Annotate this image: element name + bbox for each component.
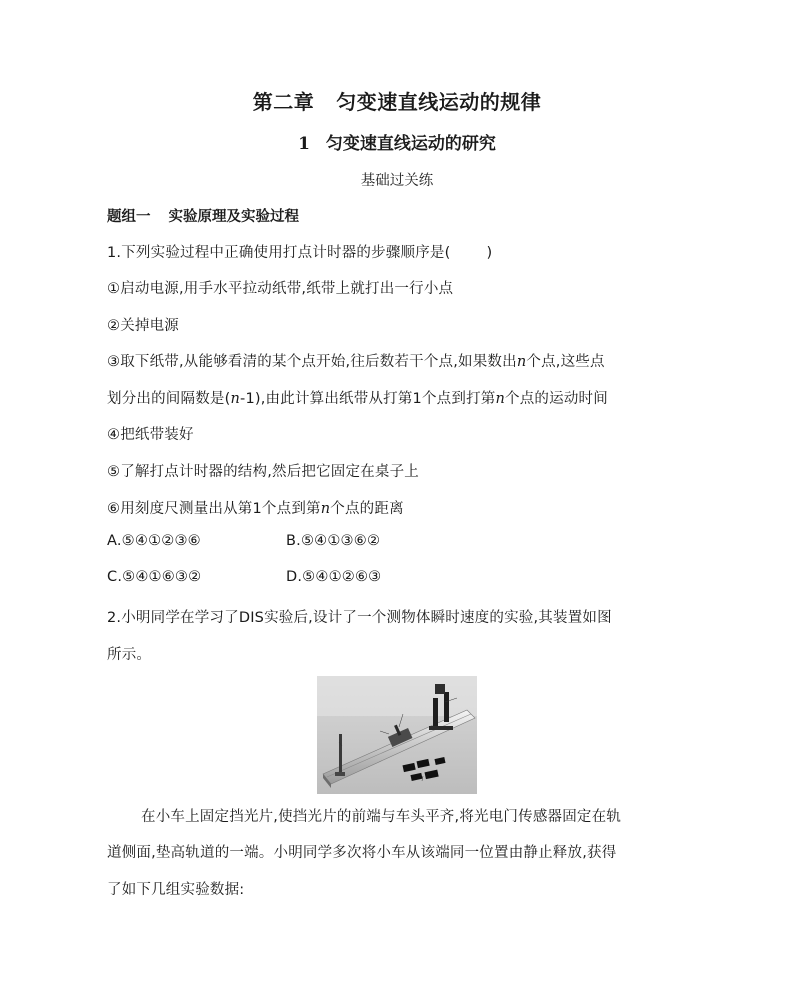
section-heading (0, 129, 794, 154)
group-heading (107, 205, 299, 226)
q1-step5: ⑤了解打点计时器的结构,然后把它固定在桌子上 (107, 464, 420, 480)
q2-paragraph-line2: 道侧面,垫高轨道的一端。小明同学多次将小车从该端同一位置由静止释放,获得 (107, 845, 617, 861)
q2-stem-line2: 所示。 (107, 647, 152, 663)
q1-step6-text-b: 个点的距离 (330, 501, 404, 517)
q1-step3c-text-b: -1),由此计算出纸带从打第1个点到打第 (240, 391, 496, 407)
q1-step3c-text-a: 划分出的间隔数是( (107, 391, 231, 407)
q1-step2: ②关掉电源 (107, 318, 179, 334)
drill-title: 基础过关练 (360, 173, 434, 189)
q1-option-d: D.⑤④①②⑥③ (286, 569, 382, 585)
variable-n: n (230, 391, 241, 407)
variable-n: n (516, 354, 527, 370)
q1-step6 (107, 497, 404, 518)
q2-paragraph-line1: 在小车上固定挡光片,使挡光片的前端与车头平齐,将光电门传感器固定在轨 (141, 809, 622, 825)
q2-paragraph-line3: 了如下几组实验数据: (107, 882, 245, 898)
chapter-heading (0, 86, 794, 115)
q1-option-b: B.⑤④①③⑥② (286, 533, 381, 549)
q1-option-a: A.⑤④①②③⑥ (107, 533, 201, 549)
section-number: 1 (298, 134, 310, 154)
q1-step4: ④把纸带装好 (107, 427, 194, 443)
q1-option-c: C.⑤④①⑥③② (107, 569, 202, 585)
section-title: 匀变速直线运动的研究 (325, 134, 496, 154)
chapter-number: 第二章 (252, 90, 315, 114)
q1-step3-text-b: 个点,这些点 (526, 354, 605, 370)
q1-step6-text-a: ⑥用刻度尺测量出从第1个点到第 (107, 501, 321, 517)
q1-step1: ①启动电源,用手水平拉动纸带,纸带上就打出一行小点 (107, 281, 454, 297)
q1-stem-close: ) (486, 245, 493, 261)
q1-stem (107, 241, 492, 262)
q1-step3-text-a: ③取下纸带,从能够看清的某个点开始,往后数若干个点,如果数出 (107, 354, 517, 370)
chapter-title: 匀变速直线运动的规律 (336, 90, 542, 114)
group-title: 实验原理及实验过程 (168, 209, 299, 225)
q1-step3c-text-c: 个点的运动时间 (505, 391, 608, 407)
q2-stem-line1: 2.小明同学在学习了DIS实验后,设计了一个测物体瞬时速度的实验,其装置如图 (107, 610, 612, 626)
variable-n: n (320, 501, 331, 517)
group-label: 题组一 (107, 209, 151, 225)
q1-stem-text: 1.下列实验过程中正确使用打点计时器的步骤顺序是( (107, 245, 451, 261)
experiment-photo (317, 676, 477, 794)
q1-step3-cont (107, 387, 608, 408)
variable-n: n (495, 391, 506, 407)
q1-step3 (107, 350, 605, 371)
